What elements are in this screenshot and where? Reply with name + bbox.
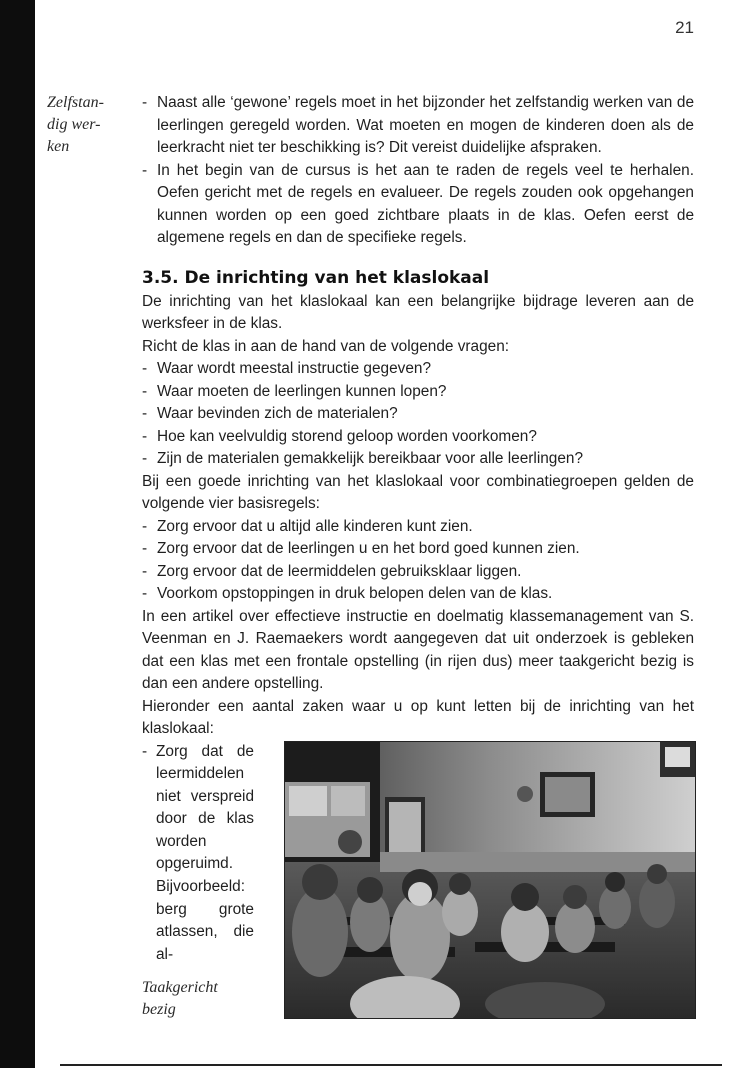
question-item [142,381,694,404]
rule-text: Zorg ervoor dat de leermiddelen gebruiksklaar liggen. [157,562,522,580]
intro-item [142,92,694,160]
narrow-item-text: Zorg dat de leermiddelen niet verspreid door de klas worden opgeruimd. Bijvoorbeeld: berg grote atlassen, die al- [156,742,254,963]
dash-marker: - [142,360,148,377]
question-text: Hoe kan veelvuldig storend geloop worden voorkomen? [157,427,537,445]
rule-text: Zorg ervoor dat de leerlingen u en het bord goed kunnen zien. [157,540,580,557]
rule-item [142,516,694,539]
paragraph: De inrichting van het klaslokaal kan een belangrijke bijdrage leveren aan de werksfeer in de klas. [142,292,694,332]
question-item [142,448,694,471]
question-text: Waar wordt meestal instructie gegeven? [157,360,432,377]
dash-marker: - [142,382,148,400]
question-text: Zijn de materialen gemakkelijk bereikbaar voor alle leerlingen? [157,450,584,467]
dash-marker: - [142,450,148,467]
paragraph: Richt de klas in aan de hand van de volgende vragen: [142,337,510,355]
question-item [142,426,694,449]
dash-marker: - [142,540,148,557]
dash-marker: - [142,405,148,422]
dash-marker: - [142,742,148,760]
dash-marker: - [142,427,148,445]
rule-item [142,583,694,606]
rule-text: Voorkom opstoppingen in druk belopen delen van de klas. [157,585,553,602]
main-text-column [142,92,694,1021]
rule-item [142,561,694,584]
rule-item [142,538,694,561]
bottom-rule [60,1064,722,1066]
question-item [142,358,694,381]
margin-note-taakgericht-bezig: Taakgericht bezig [142,979,218,1018]
question-text: Waar moeten de leerlingen kunnen lopen? [157,382,447,400]
rule-text: Zorg ervoor dat u altijd alle kinderen kunt zien. [157,517,473,535]
paragraph: In een artikel over effectieve instructie en doelmatig klassemanagement van S. Veenman en J. Raemaekers wordt aangegeven dat uit onderzoek is gebleken dat een klas met een frontale opstelling (in rijen dus) meer taakgericht bezig is dan een andere opstelling. [142,607,694,692]
margin-note-zelfstandig-werken: Zelfstan- dig wer- ken [47,94,104,155]
binding-edge [0,0,35,1068]
dash-marker: - [142,94,148,111]
intro-item-text: Naast alle ‘gewone’ regels moet in het bijzonder het zelfstandig werken van de leerlingen geregeld worden. Wat moeten en mogen de kinderen doen als de leerkracht niet ter beschikking is? Dit vereist duidelijke afspraken. [157,94,694,156]
section-heading: 3.5. De inrichting van het klaslokaal [142,267,490,288]
dash-marker: - [142,562,148,580]
classroom-photo [284,741,696,1019]
intro-item-text: In het begin van de cursus is het aan te raden de regels veel te herhalen. Oefen gericht met de regels en evalueer. De regels zouden ook opgehangen kunnen worden op een goed zichtbare plaats in de klas. Oefen eerst de algemene regels en dan de specifieke regels. [157,161,694,246]
dash-marker: - [142,585,148,602]
paragraph: Bij een goede inrichting van het klaslokaal voor combinatiegroepen gelden de volgende vier basisregels: [142,472,694,512]
question-text: Waar bevinden zich de materialen? [157,405,398,422]
page-number: 21 [675,18,694,37]
paragraph: Hieronder een aantal zaken waar u op kunt letten bij de inrichting van het klaslokaal: [142,697,694,737]
narrow-list-item [142,741,254,967]
question-item [142,403,694,426]
photo-block [142,741,694,1021]
dash-marker: - [142,161,148,179]
intro-item [142,160,694,250]
dash-marker: - [142,517,148,535]
classroom-photo-drawing [285,742,695,1018]
